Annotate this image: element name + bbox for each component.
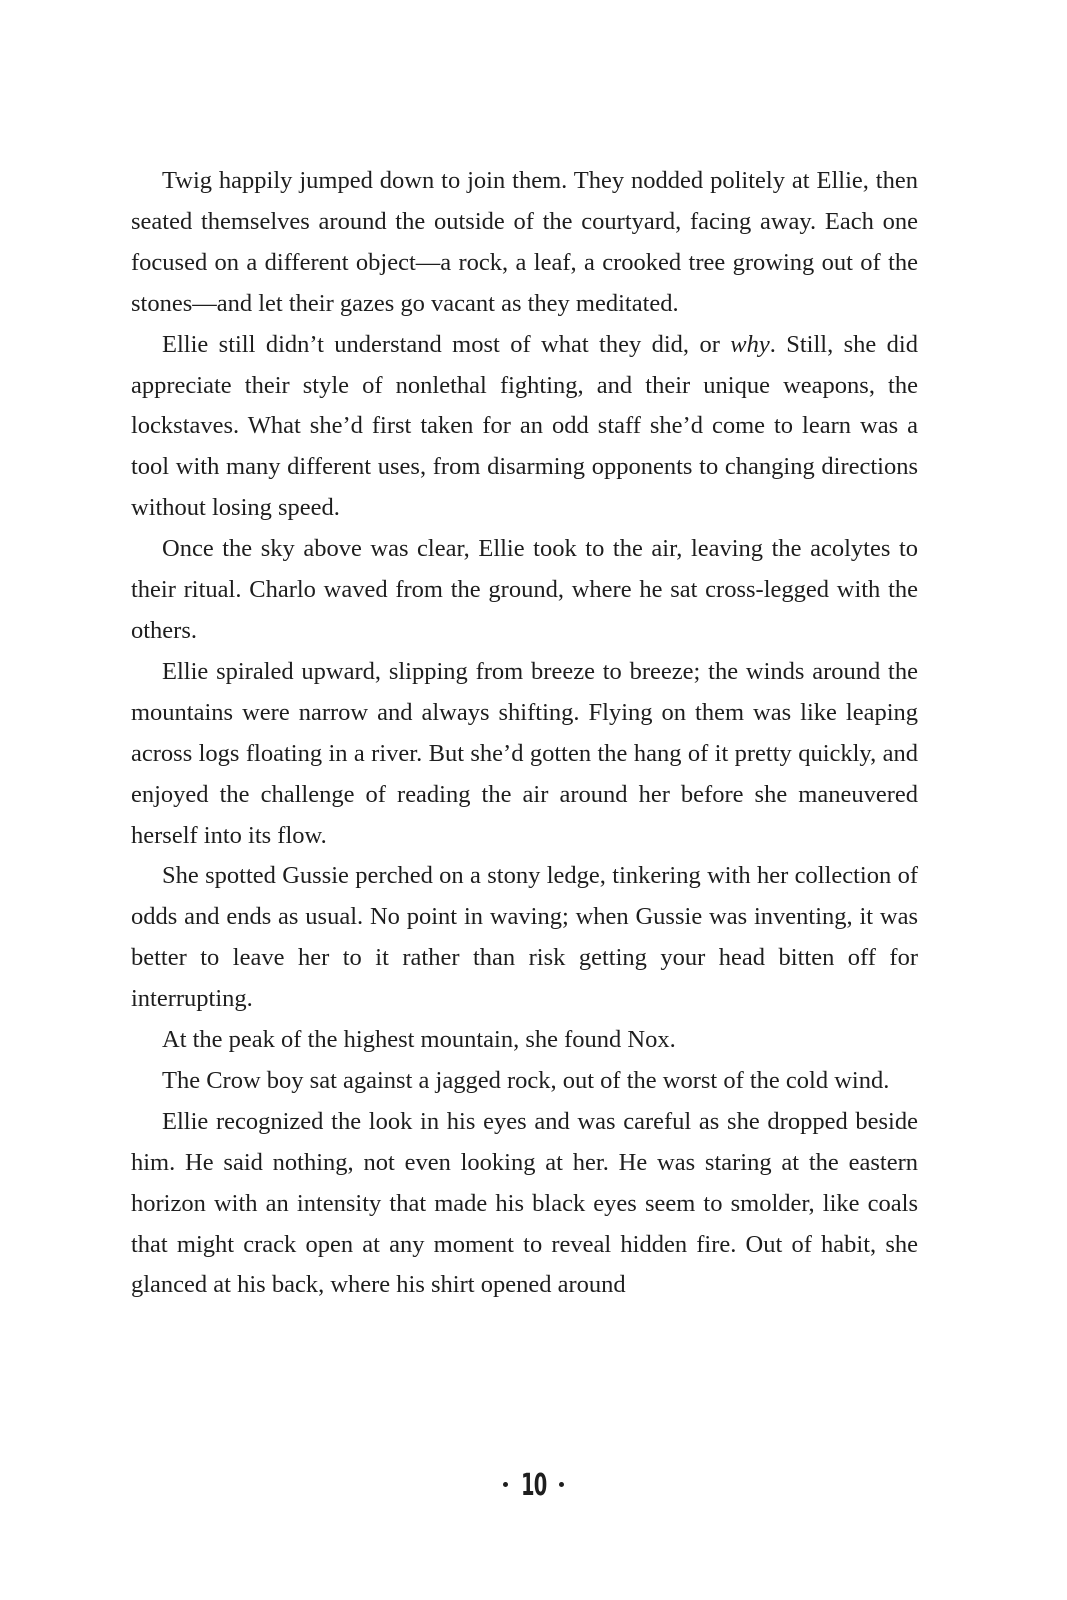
paragraph <box>131 161 918 325</box>
paragraph <box>131 1102 918 1307</box>
paragraph-text: Ellie spiraled upward, slipping from breeze to breeze; the winds around the mountains were narrow and always shifting. Flying on them was like leaping across logs floating in a river. But she’d gotten the hang of it pretty quickly, and enjoyed the challenge of reading the air around her before she maneuvered herself into its flow. <box>131 657 918 849</box>
paragraph-text: Twig happily jumped down to join them. They nodded politely at Ellie, then seated themselves around the outside of the courtyard, facing away. Each one focused on a different object—a rock, a leaf, a crooked tree growing out of the stones—and let their gazes go vacant as they meditated. <box>131 167 918 317</box>
paragraph-text: The Crow boy sat against a jagged rock, out of the worst of the cold wind. <box>162 1066 890 1094</box>
paragraph <box>131 1020 918 1061</box>
bullet-left-icon <box>503 1482 508 1487</box>
paragraph <box>131 1061 918 1102</box>
paragraph <box>131 652 918 857</box>
page-number: 10 <box>520 1468 547 1503</box>
paragraph <box>131 325 918 530</box>
paragraph-text: At the peak of the highest mountain, she found Nox. <box>162 1026 676 1054</box>
paragraph-text: Ellie still didn’t understand most of what they did, or <box>162 330 731 358</box>
paragraph <box>131 856 918 1020</box>
paragraph-text: . Still, she did appreciate their style of nonlethal fighting, and their unique weapons, the lockstaves. What she’d first taken for an odd staff she’d come to learn was a tool with many different uses, from disarming opponents to changing directions without losing speed. <box>131 330 918 522</box>
paragraph <box>131 529 918 652</box>
body-text <box>131 161 918 1306</box>
paragraph-text: Ellie recognized the look in his eyes and was careful as she dropped beside him. He said nothing, not even looking at her. He was staring at the eastern horizon with an intensity that made his black eyes seem to smolder, like coals that might crack open at any moment to reveal hidden fire. Out of habit, she glanced at his back, where his shirt opened around <box>131 1107 918 1299</box>
paragraph-text: She spotted Gussie perched on a stony ledge, tinkering with her collection of odds and ends as usual. No point in waving; when Gussie was inventing, it was better to leave her to it rather than risk getting your head bitten off for interrupting. <box>131 862 918 1013</box>
italic-text: why <box>730 330 770 358</box>
bullet-right-icon <box>559 1482 564 1487</box>
paragraph-text: Once the sky above was clear, Ellie took to the air, leaving the acolytes to their ritual. Charlo waved from the ground, where he sat cross-legged with the others. <box>131 535 918 644</box>
page-number-footer <box>0 1466 1067 1506</box>
